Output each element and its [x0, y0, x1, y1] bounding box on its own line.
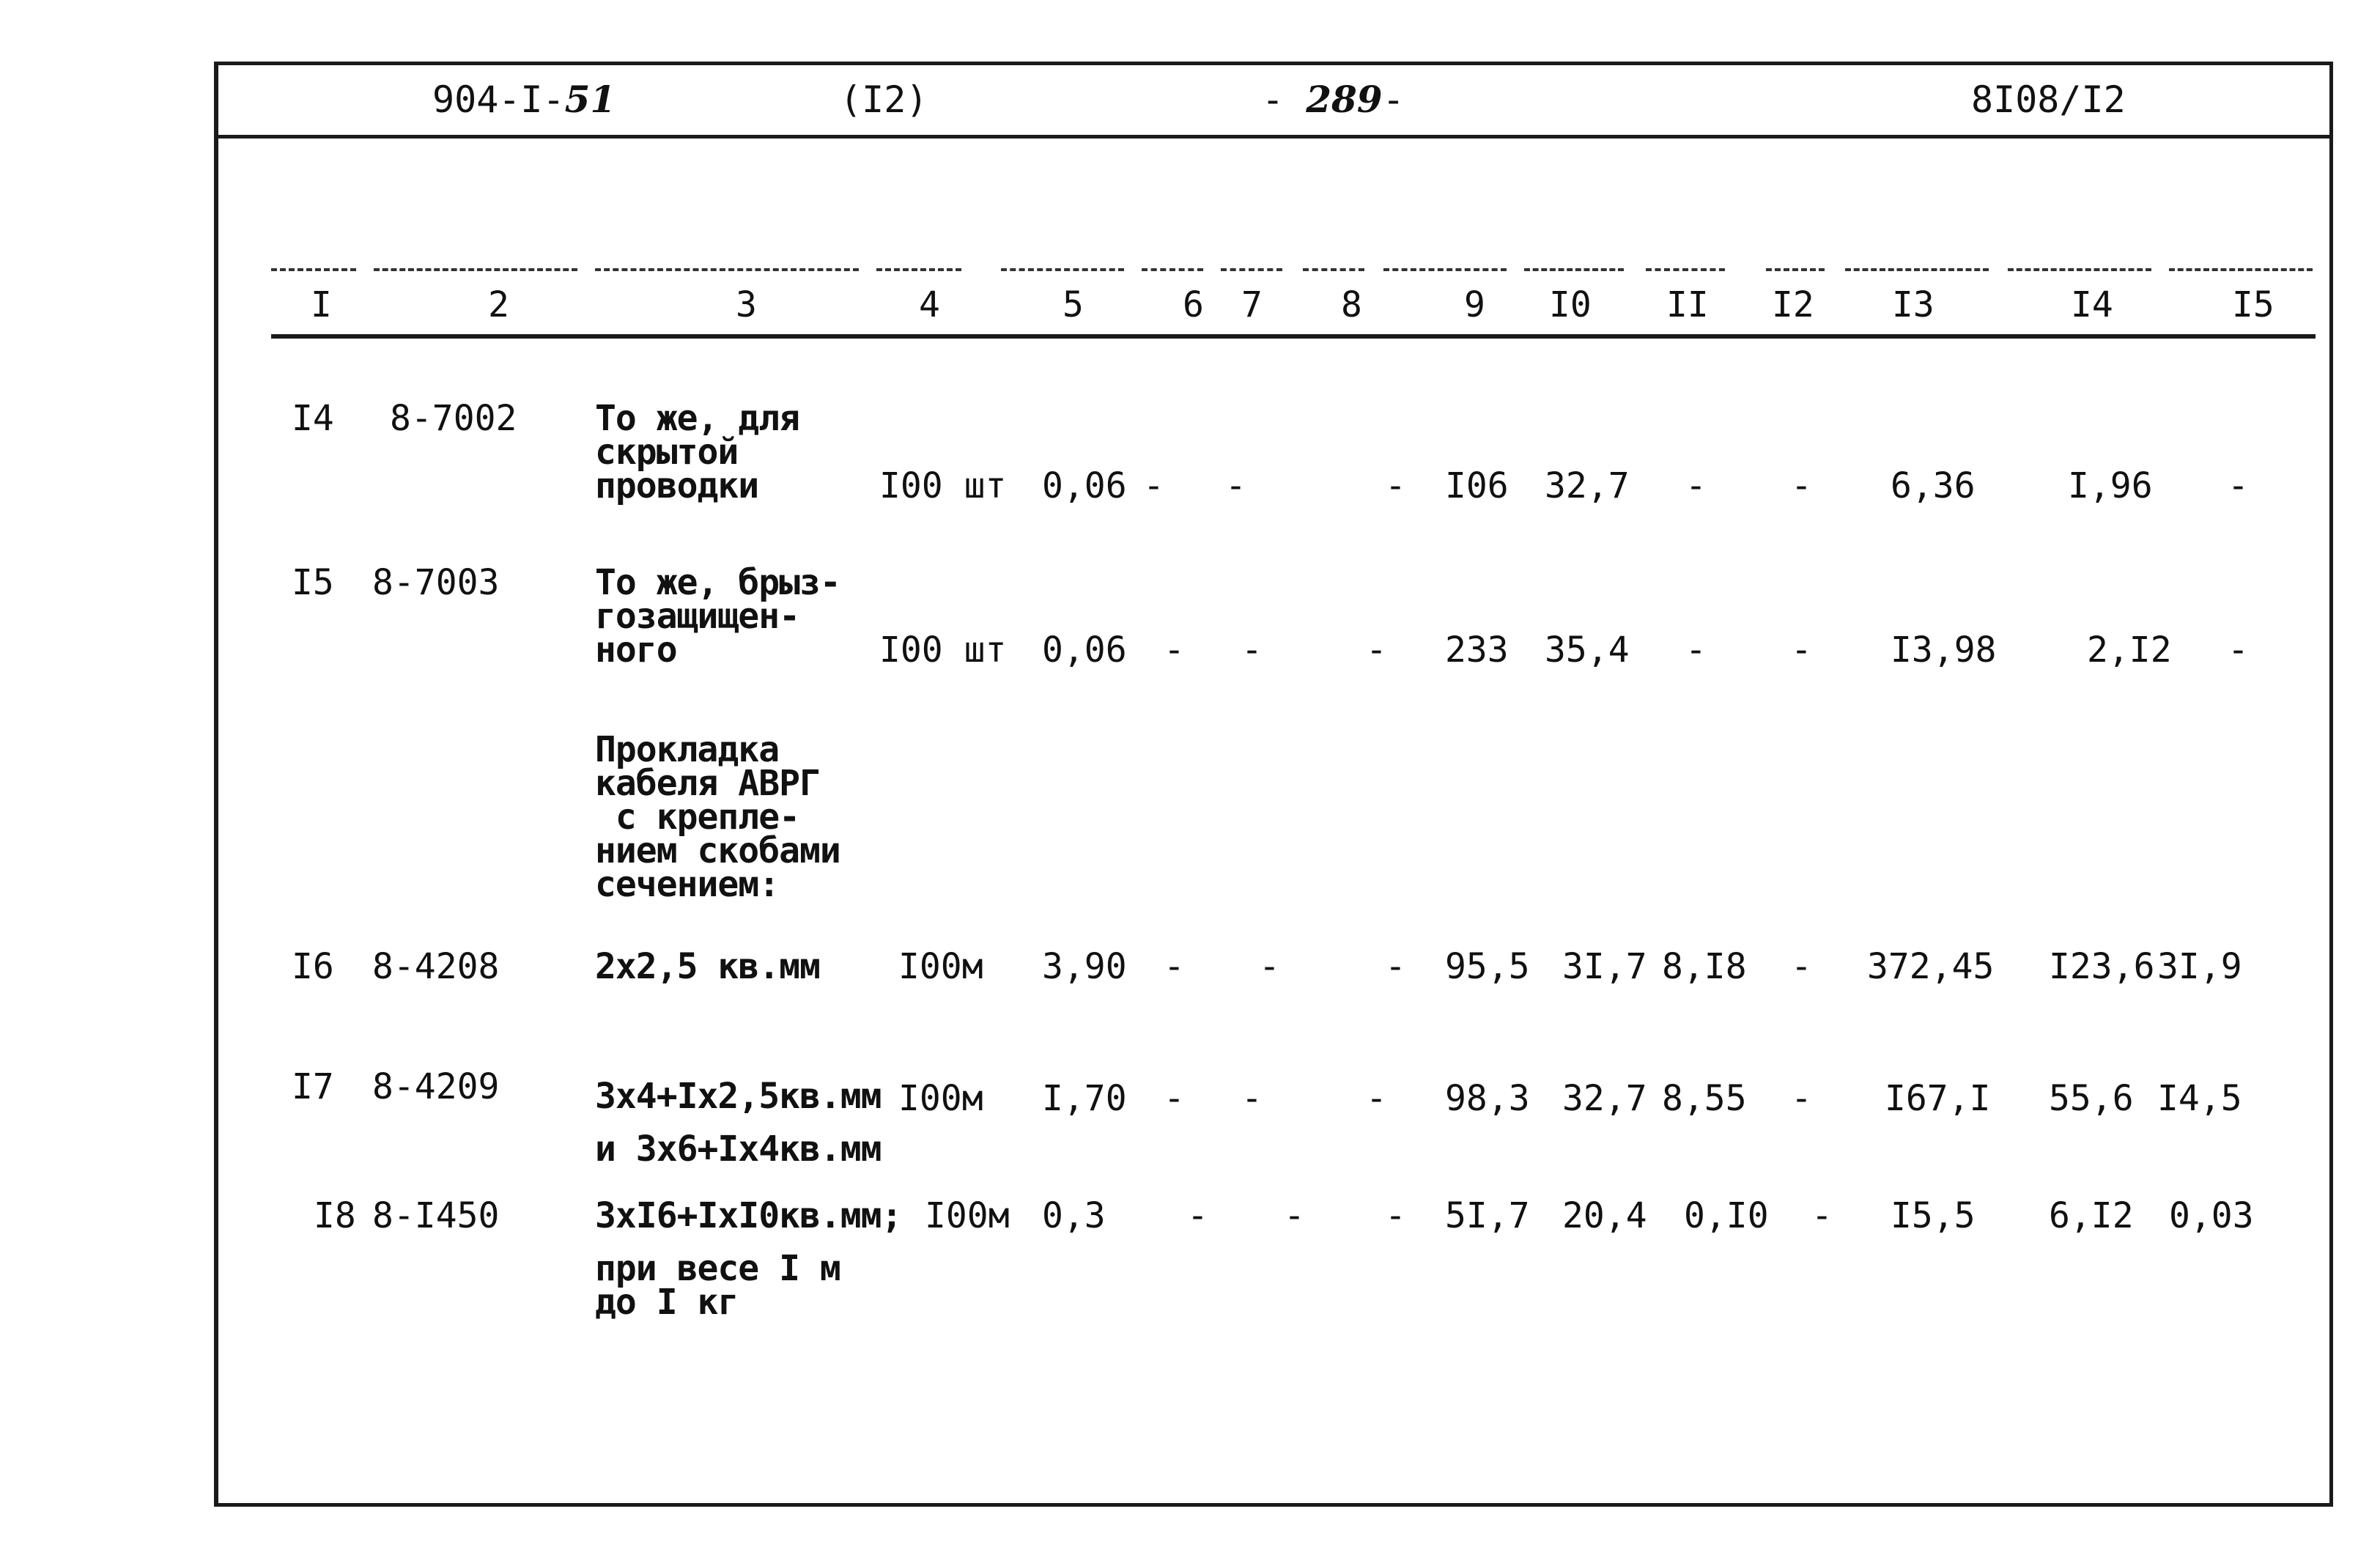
work-description	[595, 398, 799, 506]
column-rule	[2169, 268, 2313, 271]
unit: I00 шт	[879, 630, 1007, 671]
col-13: 6,36	[1891, 465, 1976, 506]
col-14: 6,I2	[2049, 1195, 2134, 1236]
norm-code: 8-7002	[390, 398, 517, 439]
column-rule	[1001, 268, 1124, 271]
quantity: 0,06	[1042, 465, 1127, 506]
description-line: 3хI6+IхI0кв.мм;	[595, 1195, 902, 1236]
col-10: 32,7	[1562, 1078, 1647, 1119]
column-number: I5	[2232, 284, 2274, 325]
col-12: -	[1811, 1195, 1833, 1236]
archive-number: 8I08/I2	[1971, 78, 2126, 121]
work-description	[595, 562, 840, 671]
row-number: I5	[292, 562, 334, 603]
section-line: Прокладка	[595, 729, 780, 770]
col-10: 32,7	[1545, 465, 1630, 506]
column-number: I0	[1549, 284, 1592, 325]
description-line: ного	[595, 630, 677, 671]
section-heading	[595, 729, 840, 905]
unit: I00м	[925, 1195, 1010, 1236]
work-description	[595, 1195, 902, 1323]
col-15: -	[2228, 465, 2249, 506]
column-rule	[1221, 268, 1282, 271]
col-10: 20,4	[1562, 1195, 1647, 1236]
column-rule	[1524, 268, 1624, 271]
description-line: То же, для	[595, 398, 799, 439]
column-number: 8	[1341, 284, 1362, 325]
norm-code: 8-4209	[372, 1066, 500, 1107]
col-14: 2,I2	[2087, 630, 2172, 671]
col-11: 8,I8	[1662, 946, 1747, 987]
document-code-handwritten: 51	[564, 78, 616, 121]
document-code-typed: 904-I-	[432, 78, 565, 121]
column-number: I3	[1892, 284, 1934, 325]
col-9: 98,3	[1445, 1078, 1530, 1119]
description-line: То же, брыз-	[595, 562, 840, 603]
col-8: -	[1366, 1078, 1387, 1119]
column-number: I	[311, 284, 332, 325]
description-line: 2х2,5 кв.мм	[595, 946, 820, 987]
col-11: -	[1685, 465, 1707, 506]
work-description	[595, 946, 820, 987]
column-rule	[1845, 268, 1989, 271]
col-13: 372,45	[1867, 946, 1995, 987]
quantity: I,70	[1042, 1078, 1127, 1119]
col-13: I67,I	[1885, 1078, 1991, 1119]
norm-code: 8-7003	[372, 562, 500, 603]
col-8: -	[1385, 1195, 1406, 1236]
column-header-rule	[271, 334, 2316, 339]
description-line: скрытой	[595, 432, 739, 473]
sheet-marker: (I2)	[840, 78, 928, 121]
col-7: -	[1241, 630, 1263, 671]
section-line: сечением:	[595, 864, 780, 905]
col-6: -	[1164, 1078, 1185, 1119]
column-rule	[876, 268, 961, 271]
col-11: -	[1685, 630, 1707, 671]
quantity: 0,06	[1042, 630, 1127, 671]
description-line: до I кг	[595, 1282, 739, 1323]
col-15: 0,03	[2169, 1195, 2254, 1236]
col-10: 35,4	[1545, 630, 1630, 671]
norm-code: 8-4208	[372, 946, 500, 987]
section-line: кабеля АВРГ	[595, 763, 820, 804]
description-line: и 3х6+Iх4кв.мм	[595, 1129, 882, 1170]
column-number: I2	[1772, 284, 1814, 325]
col-7: -	[1259, 946, 1280, 987]
document-code	[432, 78, 616, 122]
col-12: -	[1791, 946, 1812, 987]
col-9: 95,5	[1445, 946, 1530, 987]
unit: I00м	[898, 1078, 983, 1119]
description-line: при весе I м	[595, 1248, 840, 1289]
col-14: I,96	[2068, 465, 2153, 506]
column-number: I4	[2071, 284, 2113, 325]
header-divider	[214, 135, 2332, 139]
description-line: проводки	[595, 465, 759, 506]
col-8: -	[1366, 630, 1387, 671]
page-dash-right: -	[1382, 78, 1405, 121]
column-rule	[374, 268, 577, 271]
row-number: I4	[292, 398, 334, 439]
unit: I00м	[898, 946, 983, 987]
column-number: 3	[736, 284, 757, 325]
quantity: 0,3	[1042, 1195, 1106, 1236]
col-7: -	[1241, 1078, 1263, 1119]
unit: I00 шт	[879, 465, 1007, 506]
column-number: 2	[488, 284, 509, 325]
row-number: I8	[314, 1195, 356, 1236]
page-dash-left: -	[1262, 78, 1285, 121]
row-number: I6	[292, 946, 334, 987]
col-15: I4,5	[2157, 1078, 2242, 1119]
col-6: -	[1143, 465, 1164, 506]
col-7: -	[1225, 465, 1246, 506]
col-12: -	[1791, 1078, 1812, 1119]
page-frame	[214, 62, 2333, 1507]
col-13: I5,5	[1891, 1195, 1976, 1236]
col-13: I3,98	[1891, 630, 1997, 671]
col-6: -	[1164, 946, 1185, 987]
col-14: 55,6	[2049, 1078, 2134, 1119]
col-12: -	[1791, 630, 1812, 671]
column-rule	[1142, 268, 1203, 271]
column-number: 7	[1241, 284, 1263, 325]
column-rule	[1646, 268, 1725, 271]
section-line: нием скобами	[595, 830, 840, 871]
col-9: I06	[1445, 465, 1509, 506]
col-6: -	[1187, 1195, 1208, 1236]
column-number: 4	[919, 284, 940, 325]
col-8: -	[1385, 465, 1406, 506]
quantity: 3,90	[1042, 946, 1127, 987]
page-number-block	[1262, 78, 1405, 122]
column-rule	[1383, 268, 1507, 271]
section-line: с крепле-	[595, 797, 799, 838]
col-9: 233	[1445, 630, 1509, 671]
page-number: 289	[1306, 78, 1383, 121]
row-number: I7	[292, 1066, 334, 1107]
col-15: -	[2228, 630, 2249, 671]
column-number: 9	[1464, 284, 1485, 325]
column-rule	[595, 268, 859, 271]
col-15: 3I,9	[2157, 946, 2242, 987]
column-number: 6	[1183, 284, 1204, 325]
col-9: 5I,7	[1445, 1195, 1530, 1236]
col-8: -	[1385, 946, 1406, 987]
column-rule	[2008, 268, 2151, 271]
work-description	[595, 1070, 882, 1175]
col-12: -	[1791, 465, 1812, 506]
column-rule	[1766, 268, 1825, 271]
col-10: 3I,7	[1562, 946, 1647, 987]
column-number: II	[1666, 284, 1709, 325]
col-11: 0,I0	[1684, 1195, 1769, 1236]
col-7: -	[1284, 1195, 1305, 1236]
column-number: 5	[1062, 284, 1084, 325]
col-6: -	[1164, 630, 1185, 671]
col-11: 8,55	[1662, 1078, 1747, 1119]
norm-code: 8-I450	[372, 1195, 500, 1236]
description-line: гозащищен-	[595, 596, 799, 637]
column-rule	[1303, 268, 1364, 271]
column-rule	[271, 268, 356, 271]
col-14: I23,6	[2049, 946, 2155, 987]
description-line: 3х4+Iх2,5кв.мм	[595, 1076, 882, 1117]
